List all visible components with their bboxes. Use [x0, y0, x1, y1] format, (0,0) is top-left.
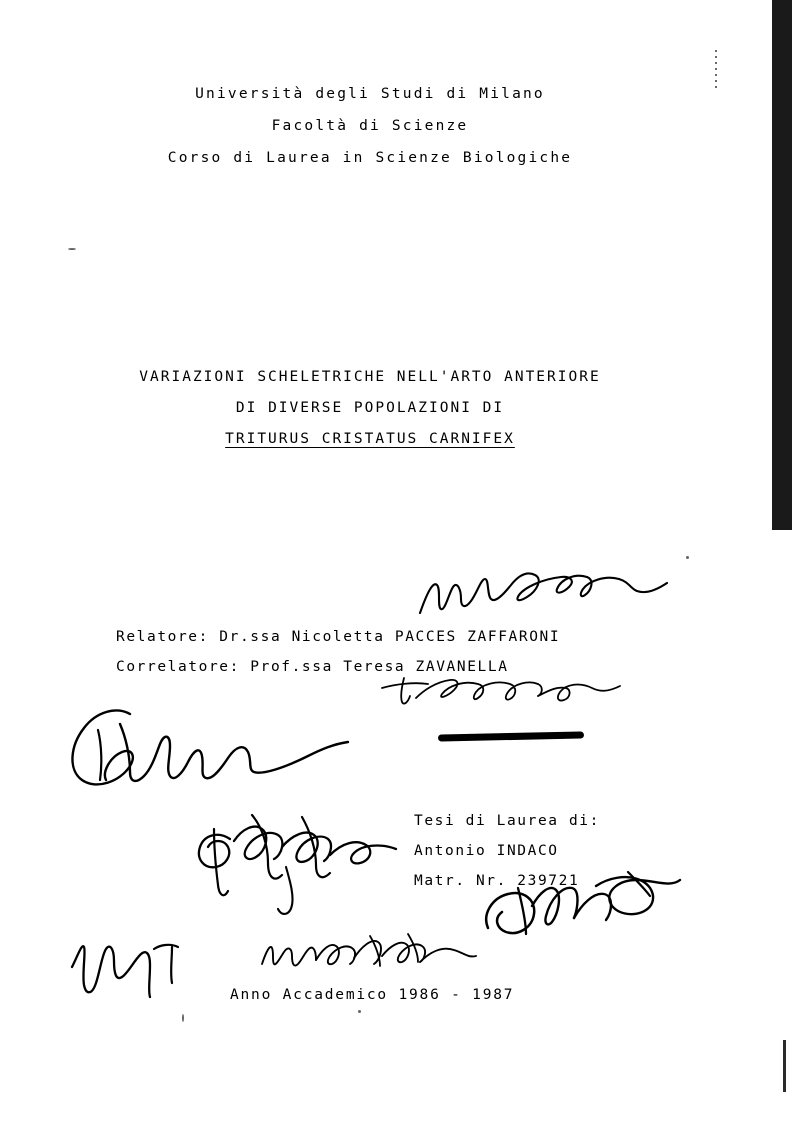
title-line-2: DI DIVERSE POPOLAZIONI DI	[235, 400, 505, 416]
candidate-registration-number: Matr. Nr. 239721	[414, 873, 580, 889]
scan-edge-artifact-lower	[783, 1040, 786, 1092]
candidate-label: Tesi di Laurea di:	[414, 813, 600, 829]
scan-speck	[68, 248, 76, 250]
scan-speck	[182, 1014, 184, 1022]
candidate-block	[414, 806, 600, 896]
degree-course: Corso di Laurea in Scienze Biologiche	[167, 150, 573, 166]
signature-bottom-centre	[258, 930, 478, 978]
candidate-name: Antonio INDACO	[414, 843, 559, 859]
relatore-line: Relatore: Dr.ssa Nicoletta PACCES ZAFFARONI	[116, 629, 561, 645]
correlatore-line: Correlatore: Prof.ssa Teresa ZAVANELLA	[116, 659, 509, 675]
signature-left-upper	[58, 700, 358, 800]
signature-top-right	[415, 565, 675, 625]
ink-bar	[438, 731, 584, 741]
thesis-title	[0, 362, 740, 455]
institution-header	[0, 78, 740, 174]
title-line-1: VARIAZIONI SCHELETRICHE NELL'ARTO ANTERIORE	[139, 369, 601, 385]
advisors-block	[116, 622, 560, 682]
scan-speck	[358, 1010, 361, 1013]
scan-edge-artifact	[772, 0, 792, 530]
signature-bottom-left	[60, 925, 200, 1005]
signature-left-lower	[190, 805, 430, 925]
university-name: Università degli Studi di Milano	[195, 86, 545, 102]
faculty-name: Facoltà di Scienze	[271, 118, 469, 134]
academic-year: Anno Accademico 1986 - 1987	[230, 987, 515, 1003]
title-species-name: TRITURUS CRISTATUS CARNIFEX	[225, 431, 515, 447]
scan-speck	[686, 556, 689, 559]
